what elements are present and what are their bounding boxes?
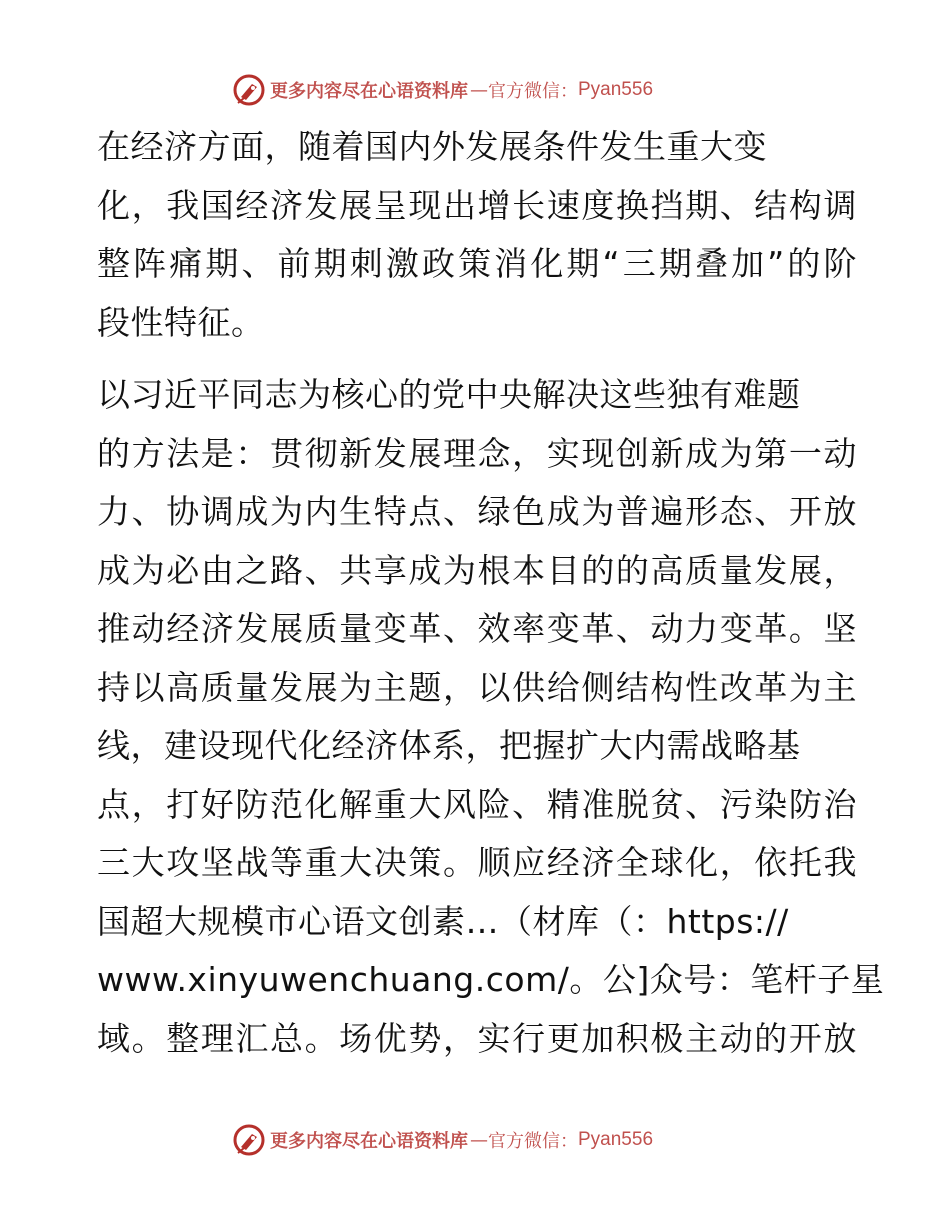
watermark-official-label: 官方微信： xyxy=(488,1131,578,1152)
text-line: 线，建设现代化经济体系，把握扩大内需战略基 xyxy=(97,726,801,765)
watermark-library-text: 更多内容尽在心语资料库 xyxy=(270,1131,468,1152)
paragraph-2 xyxy=(97,366,885,1068)
watermark-dash: — xyxy=(470,1129,486,1151)
text-line: 力、协调成为内生特点、绿色成为普遍形态、开放 xyxy=(97,492,857,531)
text-line: 以习近平同志为核心的党中央解决这些独有难题 xyxy=(97,375,801,414)
pen-nib-circle-icon xyxy=(232,73,266,107)
text-line: 化，我国经济发展呈现出增长速度换挡期、结构调 xyxy=(97,185,857,225)
pen-nib-circle-icon xyxy=(232,1123,266,1157)
watermark-library-text: 更多内容尽在心语资料库 xyxy=(270,81,468,102)
text-line: 推动经济发展质量变革、效率变革、动力变革。坚 xyxy=(97,609,857,648)
text-line: 持以高质量发展为主题，以供给侧结构性改革为主 xyxy=(97,667,857,707)
text-line: www.xinyuwenchuang.com/。公]众号：笔杆子星 xyxy=(97,960,885,999)
text-line: 点，打好防范化解重大风险、精准脱贫、污染防治 xyxy=(97,784,857,824)
watermark-dash: — xyxy=(470,79,486,101)
document-body xyxy=(97,118,885,1068)
text-line: 域。整理汇总。场优势，实行更加积极主动的开放 xyxy=(97,1018,857,1058)
text-line: 段性特征。 xyxy=(97,302,265,342)
paragraph-1 xyxy=(97,118,857,352)
footer-watermark xyxy=(232,1120,653,1160)
text-line: 的方法是：贯彻新发展理念，实现创新成为第一动 xyxy=(97,433,857,473)
watermark-official-label: 官方微信： xyxy=(488,81,578,102)
text-line: 国超大规模市心语文创素…（材库（：https:// xyxy=(97,901,789,941)
watermark-wechat-id: Pyan556 xyxy=(578,1129,654,1150)
watermark-wechat-id: Pyan556 xyxy=(578,79,654,100)
header-watermark xyxy=(232,70,653,110)
text-line: 三大攻坚战等重大决策。顺应经济全球化，依托我 xyxy=(97,843,857,882)
text-line: 成为必由之路、共享成为根本目的的高质量发展， xyxy=(97,550,857,590)
text-line: 整阵痛期、前期刺激政策消化期“三期叠加”的阶 xyxy=(97,244,857,283)
text-line: 在经济方面，随着国内外发展条件发生重大变 xyxy=(97,127,767,166)
